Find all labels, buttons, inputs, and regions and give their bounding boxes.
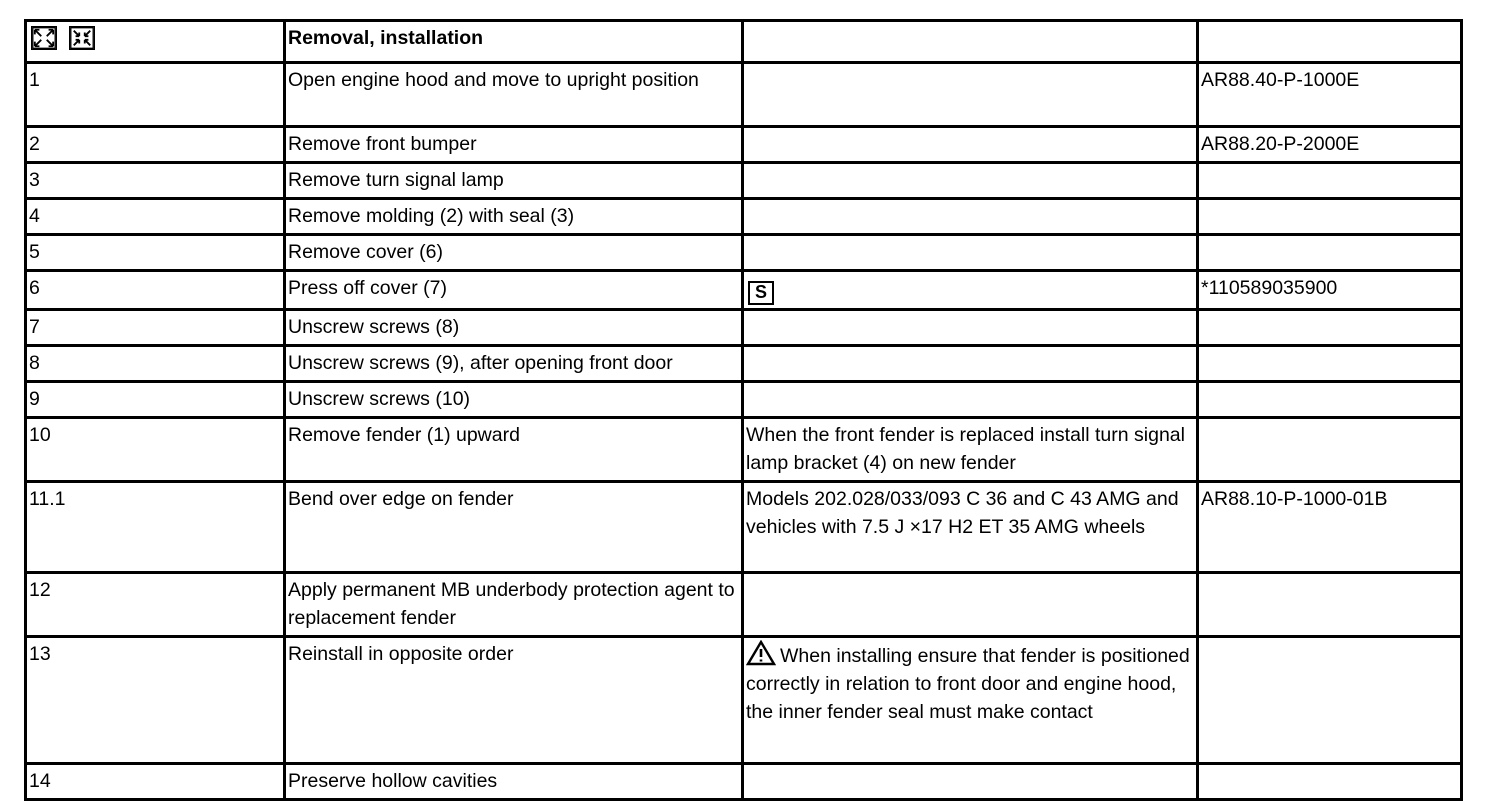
step-note <box>743 764 1198 800</box>
step-action: Remove front bumper <box>285 127 743 163</box>
step-note <box>743 637 1198 764</box>
table-row <box>26 310 1462 346</box>
step-number: 11.1 <box>26 482 285 573</box>
header-title: Removal, installation <box>285 21 743 63</box>
note-text: When installing ensure that fender is positioned correctly in relation to front door and engine hood, the inner fender seal must make contact <box>746 645 1190 723</box>
step-number: 9 <box>26 382 285 418</box>
header-icons-cell <box>26 21 285 63</box>
step-action: Unscrew screws (9), after opening front door <box>285 346 743 382</box>
step-action: Preserve hollow cavities <box>285 764 743 800</box>
procedure-table <box>24 19 1463 801</box>
step-note <box>743 271 1198 310</box>
step-note <box>743 199 1198 235</box>
step-number: 10 <box>26 418 285 482</box>
table-row <box>26 127 1462 163</box>
step-note <box>743 235 1198 271</box>
step-action: Unscrew screws (10) <box>285 382 743 418</box>
table-row <box>26 382 1462 418</box>
step-reference <box>1198 346 1462 382</box>
step-action: Remove cover (6) <box>285 235 743 271</box>
step-note: When the front fender is replaced install turn signal lamp bracket (4) on new fender <box>743 418 1198 482</box>
step-reference <box>1198 382 1462 418</box>
step-note <box>743 127 1198 163</box>
step-reference <box>1198 637 1462 764</box>
step-action: Unscrew screws (8) <box>285 310 743 346</box>
step-reference <box>1198 418 1462 482</box>
table-row <box>26 764 1462 800</box>
table-row <box>26 199 1462 235</box>
warning-icon <box>746 640 776 666</box>
special-tool-icon[interactable]: S <box>748 281 774 305</box>
step-number: 7 <box>26 310 285 346</box>
step-note <box>743 63 1198 127</box>
step-note: Models 202.028/033/093 C 36 and C 43 AMG and vehicles with 7.5 J ×17 H2 ET 35 AMG wheels <box>743 482 1198 573</box>
step-number: 14 <box>26 764 285 800</box>
step-number: 6 <box>26 271 285 310</box>
step-reference <box>1198 764 1462 800</box>
table-row <box>26 346 1462 382</box>
step-reference[interactable]: AR88.40-P-1000E <box>1198 63 1462 127</box>
collapse-icon[interactable] <box>69 26 95 50</box>
step-number: 8 <box>26 346 285 382</box>
step-number: 3 <box>26 163 285 199</box>
step-note <box>743 310 1198 346</box>
table-row <box>26 418 1462 482</box>
step-reference <box>1198 199 1462 235</box>
step-reference <box>1198 573 1462 637</box>
step-action: Bend over edge on fender <box>285 482 743 573</box>
procedure-page <box>24 19 1460 801</box>
table-row <box>26 573 1462 637</box>
step-reference <box>1198 163 1462 199</box>
step-reference[interactable]: AR88.20-P-2000E <box>1198 127 1462 163</box>
step-note <box>743 573 1198 637</box>
step-reference[interactable]: AR88.10-P-1000-01B <box>1198 482 1462 573</box>
step-reference <box>1198 235 1462 271</box>
table-row <box>26 482 1462 573</box>
step-number: 1 <box>26 63 285 127</box>
step-action: Open engine hood and move to upright position <box>285 63 743 127</box>
step-action: Remove molding (2) with seal (3) <box>285 199 743 235</box>
table-row <box>26 163 1462 199</box>
step-reference <box>1198 310 1462 346</box>
table-header-row <box>26 21 1462 63</box>
table-row <box>26 63 1462 127</box>
table-row <box>26 637 1462 764</box>
header-ref-cell <box>1198 21 1462 63</box>
step-action: Reinstall in opposite order <box>285 637 743 764</box>
step-number: 13 <box>26 637 285 764</box>
header-note-cell <box>743 21 1198 63</box>
step-action: Press off cover (7) <box>285 271 743 310</box>
step-action: Remove turn signal lamp <box>285 163 743 199</box>
step-action: Apply permanent MB underbody protection agent to replacement fender <box>285 573 743 637</box>
table-row <box>26 235 1462 271</box>
step-number: 5 <box>26 235 285 271</box>
step-action: Remove fender (1) upward <box>285 418 743 482</box>
step-note <box>743 382 1198 418</box>
step-reference[interactable]: *110589035900 <box>1198 271 1462 310</box>
step-number: 2 <box>26 127 285 163</box>
step-number: 4 <box>26 199 285 235</box>
table-row <box>26 271 1462 310</box>
step-note <box>743 346 1198 382</box>
step-number: 12 <box>26 573 285 637</box>
step-note <box>743 163 1198 199</box>
expand-icon[interactable] <box>31 26 57 50</box>
